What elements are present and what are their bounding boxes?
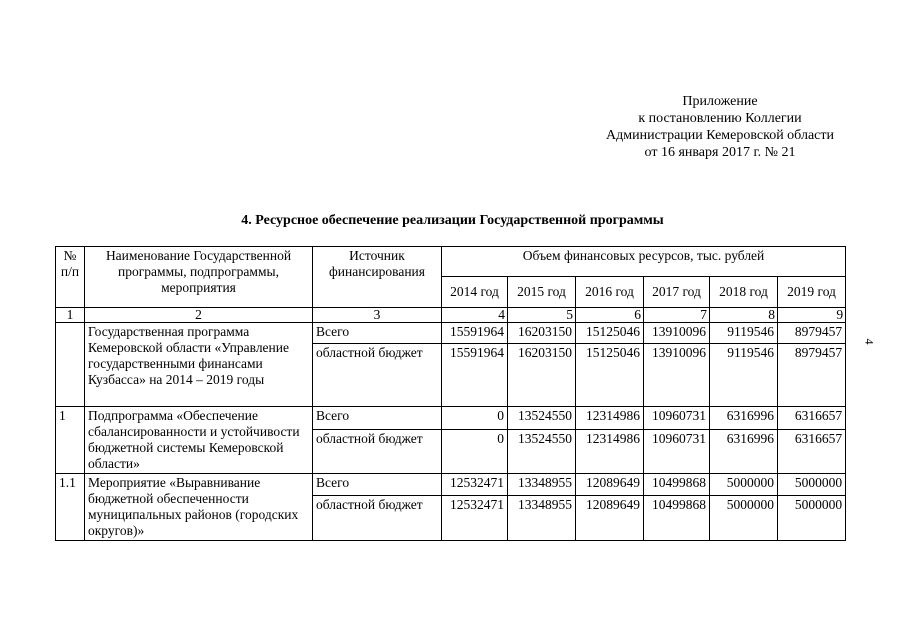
row-source: Всего	[313, 407, 442, 430]
appendix-line: Приложение	[682, 94, 758, 109]
row-source: Всего	[313, 323, 442, 344]
row-value: 6316657	[778, 429, 846, 473]
row-value: 12532471	[442, 474, 508, 496]
column-index: 1	[56, 308, 85, 323]
row-value: 12314986	[576, 429, 644, 473]
header-num: № п/п	[56, 247, 85, 308]
column-index: 2	[85, 308, 313, 323]
column-index-row	[56, 308, 846, 323]
row-value: 10960731	[644, 429, 710, 473]
header-year: 2019 год	[778, 277, 846, 308]
table-row	[56, 323, 846, 344]
row-value: 9119546	[710, 323, 778, 344]
column-index: 7	[644, 308, 710, 323]
header-volume: Объем финансовых ресурсов, тыс. рублей	[442, 247, 846, 277]
header-year: 2016 год	[576, 277, 644, 308]
column-index: 8	[710, 308, 778, 323]
row-value: 0	[442, 407, 508, 430]
appendix-block	[560, 93, 880, 161]
column-index: 6	[576, 308, 644, 323]
table-row	[56, 474, 846, 496]
row-value: 15591964	[442, 323, 508, 344]
row-name: Подпрограмма «Обеспечение сбалансированности и устойчивости бюджетной системы Кемеровской области»	[85, 407, 313, 474]
row-value: 10499868	[644, 495, 710, 540]
row-value: 12089649	[576, 495, 644, 540]
row-value: 13348955	[508, 474, 576, 496]
column-index: 5	[508, 308, 576, 323]
row-value: 8979457	[778, 323, 846, 344]
header-name: Наименование Государственной программы, подпрограммы, мероприятия	[85, 247, 313, 308]
row-value: 15591964	[442, 344, 508, 407]
row-value: 8979457	[778, 344, 846, 407]
table-row	[56, 407, 846, 430]
row-value: 13524550	[508, 429, 576, 473]
section-title: 4. Ресурсное обеспечение реализации Государственной программы	[241, 213, 664, 228]
row-value: 9119546	[710, 344, 778, 407]
row-value: 12532471	[442, 495, 508, 540]
resource-table	[55, 246, 846, 541]
row-value: 13348955	[508, 495, 576, 540]
row-value: 13910096	[644, 323, 710, 344]
row-num: 1	[56, 407, 85, 474]
row-name: Мероприятие «Выравнивание бюджетной обеспеченности муниципальных районов (городских округов)»	[85, 474, 313, 541]
row-value: 15125046	[576, 344, 644, 407]
row-value: 10499868	[644, 474, 710, 496]
row-value: 5000000	[710, 474, 778, 496]
header-year: 2015 год	[508, 277, 576, 308]
row-value: 12089649	[576, 474, 644, 496]
header-year: 2018 год	[710, 277, 778, 308]
table-header-row	[56, 247, 846, 277]
page-number: 4	[862, 338, 877, 345]
row-value: 6316657	[778, 407, 846, 430]
row-source: Всего	[313, 474, 442, 496]
row-source: областной бюджет	[313, 344, 442, 407]
row-value: 10960731	[644, 407, 710, 430]
header-year: 2017 год	[644, 277, 710, 308]
row-value: 13910096	[644, 344, 710, 407]
column-index: 3	[313, 308, 442, 323]
row-num	[56, 323, 85, 407]
row-value: 0	[442, 429, 508, 473]
appendix-line: к постановлению Коллегии	[638, 111, 802, 126]
row-value: 6316996	[710, 429, 778, 473]
row-value: 15125046	[576, 323, 644, 344]
row-value: 13524550	[508, 407, 576, 430]
row-num: 1.1	[56, 474, 85, 541]
appendix-line: от 16 января 2017 г. № 21	[644, 145, 796, 160]
row-value: 6316996	[710, 407, 778, 430]
row-name: Государственная программа Кемеровской области «Управление государственными финансами Кузбасса» на 2014 – 2019 годы	[85, 323, 313, 407]
row-value: 16203150	[508, 344, 576, 407]
column-index: 9	[778, 308, 846, 323]
row-source: областной бюджет	[313, 495, 442, 540]
column-index: 4	[442, 308, 508, 323]
appendix-line: Администрации Кемеровской области	[606, 128, 834, 143]
row-value: 5000000	[778, 474, 846, 496]
header-source: Источник финансирования	[313, 247, 442, 308]
row-source: областной бюджет	[313, 429, 442, 473]
row-value: 16203150	[508, 323, 576, 344]
row-value: 5000000	[778, 495, 846, 540]
row-value: 5000000	[710, 495, 778, 540]
row-value: 12314986	[576, 407, 644, 430]
header-year: 2014 год	[442, 277, 508, 308]
